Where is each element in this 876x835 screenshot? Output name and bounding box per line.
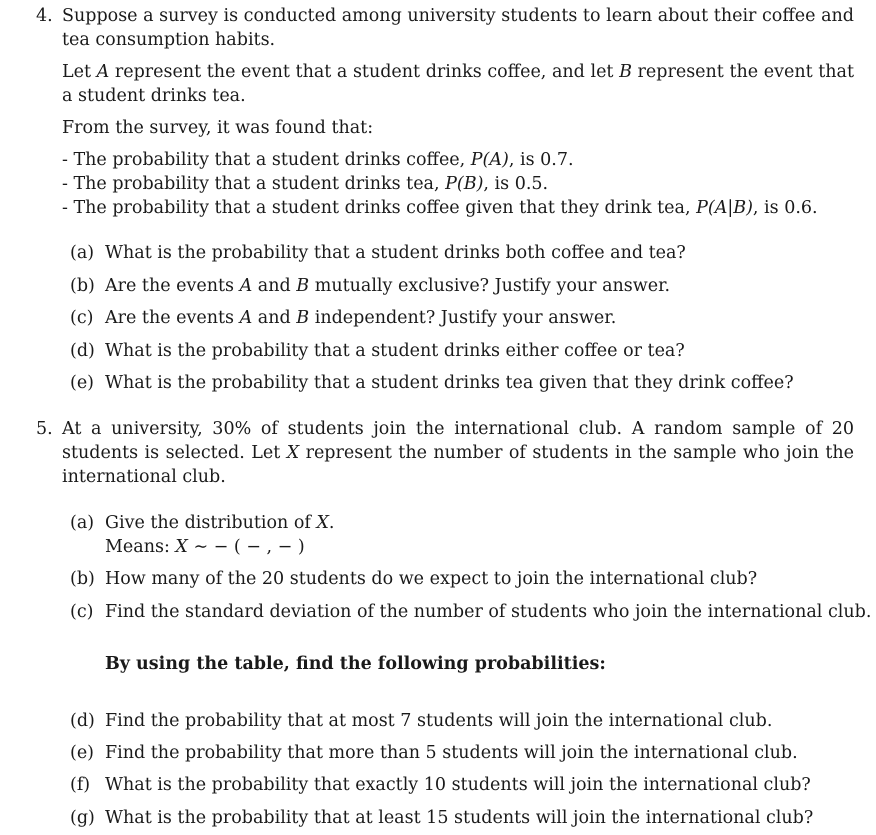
part-text: Are the events A and B independent? Justify your answer. xyxy=(105,308,617,328)
part-label: (a) xyxy=(70,513,95,533)
part-text: Find the standard deviation of the number of students who join the international club. xyxy=(105,602,872,622)
part-label: (b) xyxy=(70,276,95,296)
fact-item: - The probability that a student drinks coffee given that they drink tea, P(A|B), is 0.6. xyxy=(62,198,818,218)
part-label: (d) xyxy=(70,711,95,731)
fact-item: - The probability that a student drinks coffee, P(A), is 0.7. xyxy=(62,150,574,170)
question-5-number: 5. xyxy=(36,419,53,439)
part-label: (d) xyxy=(70,341,95,361)
part-text: Are the events A and B mutually exclusive? Justify your answer. xyxy=(105,276,671,296)
part-text: What is the probability that at least 15 students will join the international club? xyxy=(105,808,814,828)
part-label: (c) xyxy=(70,602,94,622)
part-label: (e) xyxy=(70,373,95,393)
part-label: (a) xyxy=(70,243,95,263)
question-4-number: 4. xyxy=(36,6,53,26)
question-4-found: From the survey, it was found that: xyxy=(62,118,374,138)
table-heading: By using the table, find the following probabilities: xyxy=(105,654,606,674)
question-4-intro: Suppose a survey is conducted among university students to learn about their coffee and tea consumption habits. xyxy=(62,6,854,50)
part-label: (b) xyxy=(70,569,95,589)
part-text: What is the probability that a student drinks tea given that they drink coffee? xyxy=(105,373,794,393)
question-5-intro: At a university, 30% of students join the international club. A random sample of 20 students is selected. Let X represent the number of students in the sample who join the international club. xyxy=(62,419,854,487)
part-label: (c) xyxy=(70,308,94,328)
part-text: What is the probability that a student drinks both coffee and tea? xyxy=(105,243,686,263)
part-text: What is the probability that exactly 10 students will join the international club? xyxy=(105,775,811,795)
part-text: What is the probability that a student drinks either coffee or tea? xyxy=(105,341,685,361)
part-label: (f) xyxy=(70,775,91,795)
question-4-events: Let A represent the event that a student drinks coffee, and let B represent the event that a student drinks tea. xyxy=(62,62,854,106)
part-text: How many of the 20 students do we expect to join the international club? xyxy=(105,569,758,589)
fact-item: - The probability that a student drinks tea, P(B), is 0.5. xyxy=(62,174,549,194)
part-text: Find the probability that more than 5 students will join the international club. xyxy=(105,743,798,763)
part-text: Find the probability that at most 7 students will join the international club. xyxy=(105,711,773,731)
means-line: Means: X ∼ − ( − , − ) xyxy=(105,537,305,557)
part-label: (e) xyxy=(70,743,95,763)
part-text: Give the distribution of X. xyxy=(105,513,335,533)
part-label: (g) xyxy=(70,808,95,828)
